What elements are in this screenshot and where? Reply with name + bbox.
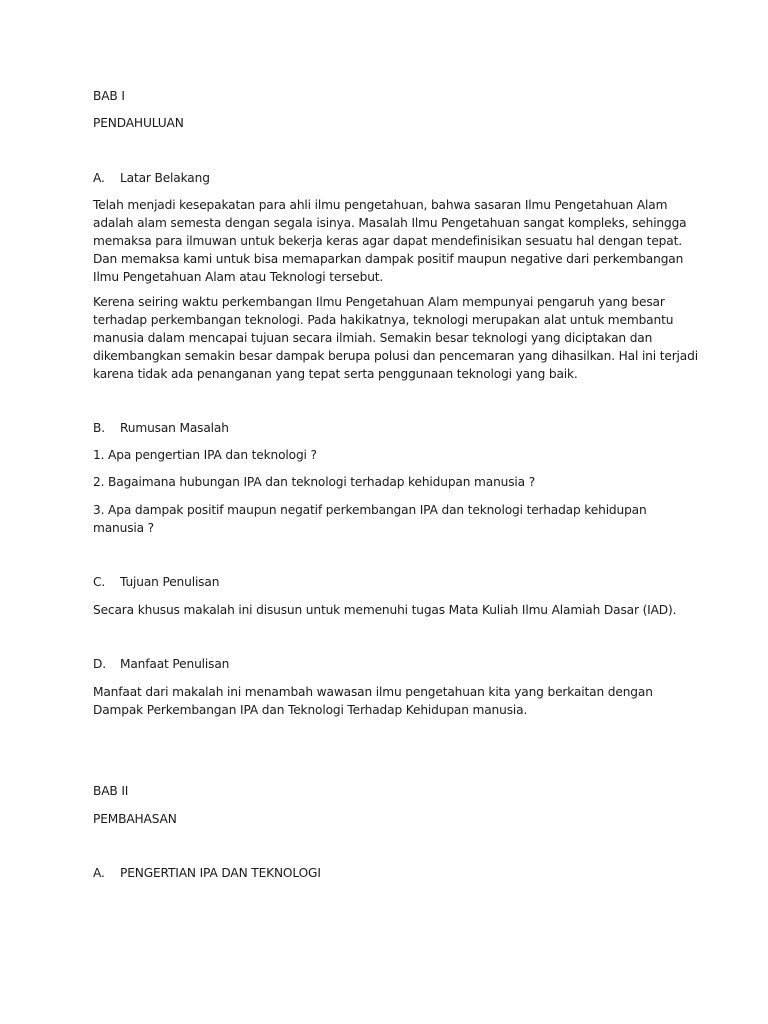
section-title: PENGERTIAN IPA DAN TEKNOLOGI: [120, 866, 321, 880]
text-line: Manfaat dari makalah ini menambah wawasan ilmu pengetahuan kita yang berkaitan dengan: [93, 685, 653, 699]
section-heading-tujuan-penulisan: [93, 573, 219, 591]
chapter-subtitle: PEMBAHASAN: [93, 812, 177, 826]
text-line: Dampak Perkembangan IPA dan Teknologi Terhadap Kehidupan manusia.: [93, 703, 528, 717]
section-letter: C.: [93, 575, 106, 589]
section-heading-rumusan-masalah: [93, 419, 229, 437]
section-letter: B.: [93, 421, 105, 435]
list-item: 3. Apa dampak positif maupun negatif perkembangan IPA dan teknologi terhadap kehidupan: [93, 503, 647, 517]
section-heading-latar-belakang: [93, 169, 210, 187]
paragraph-manfaat: [93, 683, 673, 719]
paragraph-latar-belakang-2: [93, 293, 698, 383]
text-line: Dan memaksa kami untuk bisa memaparkan dampak positif maupun negative dari perkembangan: [93, 252, 684, 266]
list-item: 1. Apa pengertian IPA dan teknologi ?: [93, 448, 317, 462]
section-title: Manfaat Penulisan: [120, 657, 230, 671]
list-item-continued: manusia ?: [93, 521, 154, 535]
section-title: Latar Belakang: [120, 171, 210, 185]
section-heading-manfaat-penulisan: [93, 655, 229, 673]
text-line: Ilmu Pengetahuan Alam atau Teknologi tersebut.: [93, 270, 384, 284]
text-line: manusia dalam mencapai tujuan secara ilmiah. Semakin besar teknologi yang diciptakan dan: [93, 331, 653, 345]
paragraph-tujuan: Secara khusus makalah ini disusun untuk memenuhi tugas Mata Kuliah Ilmu Alamiah Dasar (IAD).: [93, 603, 677, 617]
text-line: adalah alam semesta dengan segala isinya. Masalah Ilmu Pengetahuan sangat kompleks, sehingga: [93, 216, 687, 230]
text-line: terhadap perkembangan teknologi. Pada hakikatnya, teknologi merupakan alat untuk membantu: [93, 313, 674, 327]
section-letter: A.: [93, 171, 105, 185]
section-letter: A.: [93, 866, 105, 880]
text-line: memaksa para ilmuwan untuk bekerja keras agar dapat mendefinisikan sesuatu hal dengan tepat.: [93, 234, 682, 248]
text-line: karena tidak ada penanganan yang tepat serta penggunaan teknologi yang baik.: [93, 367, 578, 381]
text-line: Kerena seiring waktu perkembangan Ilmu Pengetahuan Alam mempunyai pengaruh yang besar: [93, 295, 665, 309]
section-heading-pengertian: [93, 864, 321, 882]
chapter-title: BAB I: [93, 89, 125, 103]
text-line: Telah menjadi kesepakatan para ahli ilmu pengetahuan, bahwa sasaran Ilmu Pengetahuan Alam: [93, 198, 668, 212]
section-title: Rumusan Masalah: [120, 421, 229, 435]
section-letter: D.: [93, 657, 106, 671]
chapter-subtitle: PENDAHULUAN: [93, 116, 184, 130]
text-line: dikembangkan semakin besar dampak berupa polusi dan pencemaran yang dihasilkan. Hal ini terjadi: [93, 349, 698, 363]
paragraph-latar-belakang-1: [93, 196, 687, 286]
chapter-title: BAB II: [93, 784, 129, 798]
list-item: 2. Bagaimana hubungan IPA dan teknologi terhadap kehidupan manusia ?: [93, 475, 536, 489]
section-title: Tujuan Penulisan: [120, 575, 220, 589]
